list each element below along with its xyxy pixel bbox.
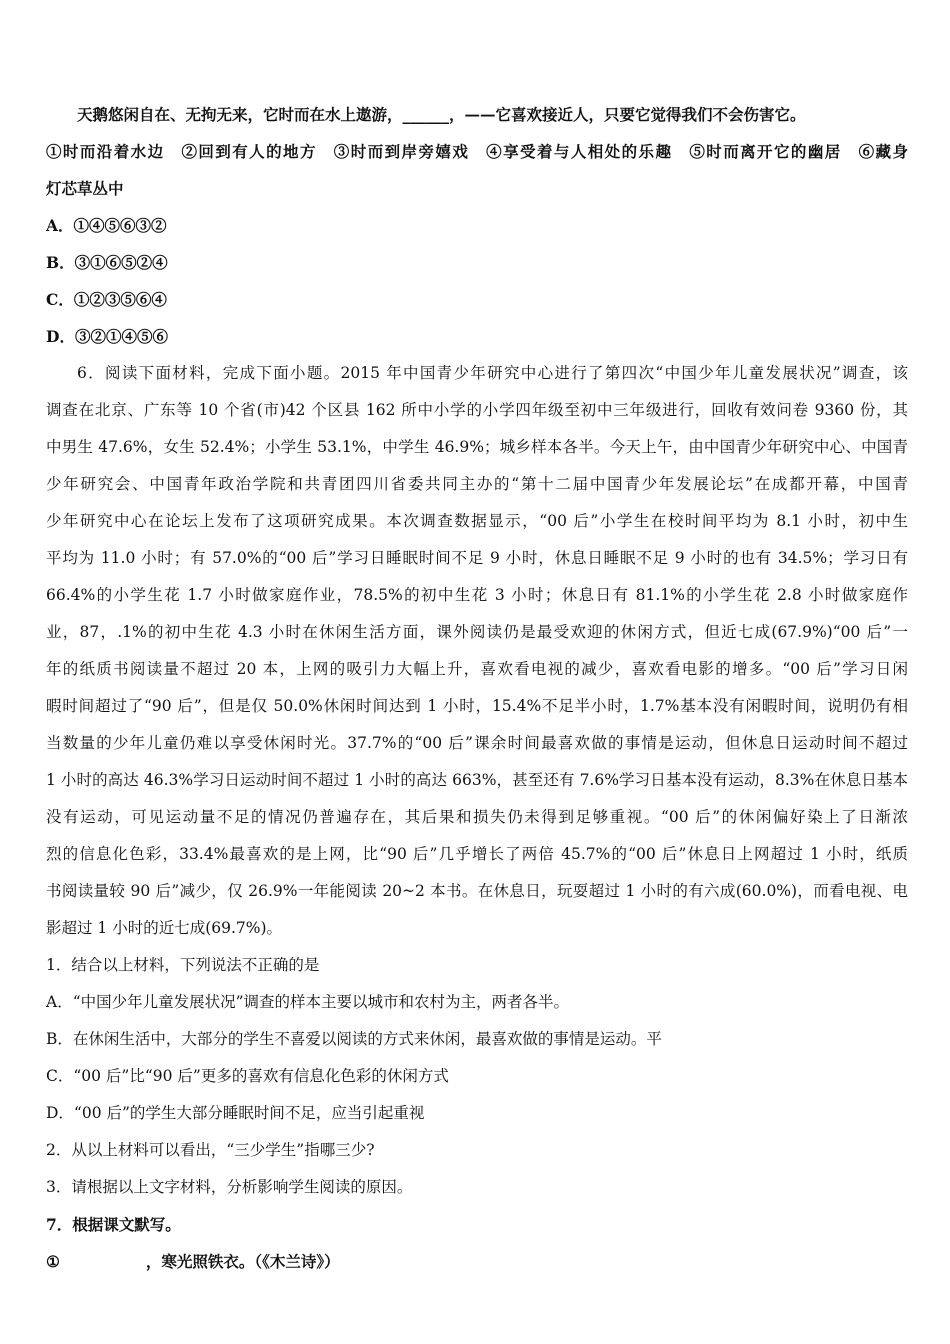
q6-sub1-stem: 1．结合以上材料，下列说法不正确的是	[46, 956, 320, 974]
q6-passage-line: 中男生 47.6%，女生 52.4%；小学生 53.1%，中学生 46.9%；城乡样本各半。今天上午，由中国青少年研究中心、中国青	[46, 438, 908, 456]
q6-sub1-option-b: B．在休闲生活中，大部分的学生不喜爱以阅读的方式来休闲，最喜欢做的事情是运动。平	[46, 1030, 662, 1048]
q7-line-1-suffix: ，寒光照铁衣。（《木兰诗》）	[145, 1252, 340, 1271]
q5-option-c: C．①②③⑤⑥④	[46, 290, 167, 309]
q5-items-line-2: 灯芯草丛中	[46, 179, 124, 198]
q6-passage-line: 暇时间超过了“90 后”，但是仅 50.0%休闲时间达到 1 小时，15.4%不足半小时，1.7%基本没有闲暇时间，说明仍有相	[46, 697, 908, 715]
q6-passage-line: 调查在北京、广东等 10 个省(市)42 个区县 162 所中小学的小学四年级至初中三年级进行，回收有效问卷 9360 份，其	[46, 401, 908, 419]
q6-sub1-option-c: C．“00 后”比“90 后”更多的喜欢有信息化色彩的休闲方式	[46, 1067, 449, 1085]
q6-passage-line: 1 小时的高达 46.3%学习日运动时间不超过 1 小时的高达 663%，甚至还有 7.6%学习日基本没有运动，8.3%在休息日基本	[46, 771, 908, 789]
q5-items-line-1: ①时而沿着水边 ②回到有人的地方 ③时而到岸旁嬉戏 ④享受着与人相处的乐趣 ⑤时而离开它的幽居 ⑥藏身	[46, 142, 908, 161]
q6-passage-line: 影超过 1 小时的近七成(69.7%)。	[46, 919, 283, 937]
q6-passage-line: 少年研究中心在论坛上发布了这项研究成果。本次调查数据显示，“00 后”小学生在校时间平均为 8.1 小时，初中生	[46, 512, 908, 530]
exam-page	[46, 96, 908, 1280]
q6-passage-line: 年的纸质书阅读量不超过 20 本，上网的吸引力大幅上升，喜欢看电视的减少，喜欢看电影的增多。“00 后”学习日闲	[46, 660, 908, 678]
q6-sub2: 2．从以上材料可以看出，“三少学生”指哪三少?	[46, 1141, 375, 1159]
q6-sub3: 3．请根据以上文字材料，分析影响学生阅读的原因。	[46, 1178, 413, 1196]
q7-line-1-prefix: ①	[46, 1252, 60, 1271]
q6-passage-line: 66.4%的小学生花 1.7 小时做家庭作业，78.5%的初中生花 3 小时；休息日有 81.1%的小学生花 2.8 小时做家庭作	[46, 586, 908, 604]
q6-passage-line: 6．阅读下面材料，完成下面小题。2015 年中国青少年研究中心进行了第四次“中国少年儿童发展状况”调查，该	[77, 364, 908, 382]
q6-sub1-option-d: D．“00 后”的学生大部分睡眠时间不足，应当引起重视	[46, 1104, 425, 1122]
q6-passage-line: 少年研究会、中国青年政治学院和共青团四川省委共同主办的“第十二届中国青少年发展论坛”在成都开幕，中国青	[46, 475, 908, 493]
q6-passage-line: 当数量的少年儿童仍难以享受休闲时光。37.7%的“00 后”课余时间最喜欢做的事情是运动，但休息日运动时间不超过	[46, 734, 908, 752]
q6-sub1-option-a: A．“中国少年儿童发展状况”调查的样本主要以城市和农村为主，两者各半。	[46, 993, 570, 1011]
q7-line-1	[46, 1243, 908, 1280]
q7-title: 7．根据课文默写。	[46, 1215, 181, 1234]
q6-passage-line: 平均为 11.0 小时；有 57.0%的“00 后”学习日睡眠时间不足 9 小时，休息日睡眠不足 9 小时的也有 34.5%；学习日有	[46, 549, 908, 567]
q6-passage-line: 书阅读量较 90 后”减少，仅 26.9%一年能阅读 20~2 本书。在休息日，玩耍超过 1 小时的有六成(60.0%)，而看电视、电	[46, 882, 908, 900]
q6-passage-line: 没有运动，可见运动量不足的情况仍普遍存在，其后果和损失仍未得到足够重视。“00 后”的休闲偏好染上了日渐浓	[46, 808, 908, 826]
q5-option-d: D．③②①④⑤⑥	[46, 327, 168, 346]
q6-passage-line: 业，87，.1%的初中生花 4.3 小时在休闲生活方面，课外阅读仍是最受欢迎的休闲方式，但近七成(67.9%)“00 后”一	[46, 623, 908, 641]
q5-option-a: A．①④⑤⑥③②	[46, 216, 167, 235]
answer-blank	[60, 1243, 146, 1280]
q6-passage-line: 烈的信息化色彩，33.4%最喜欢的是上网，比“90 后”几乎增长了两倍 45.7%的“00 后”休息日上网超过 1 小时，纸质	[46, 845, 908, 863]
q5-option-b: B．③①⑥⑤②④	[46, 253, 168, 272]
q5-stem: 天鹅悠闲自在、无拘无来，它时而在水上遨游，______，——它喜欢接近人，只要它觉得我们不会伤害它。	[77, 105, 806, 124]
